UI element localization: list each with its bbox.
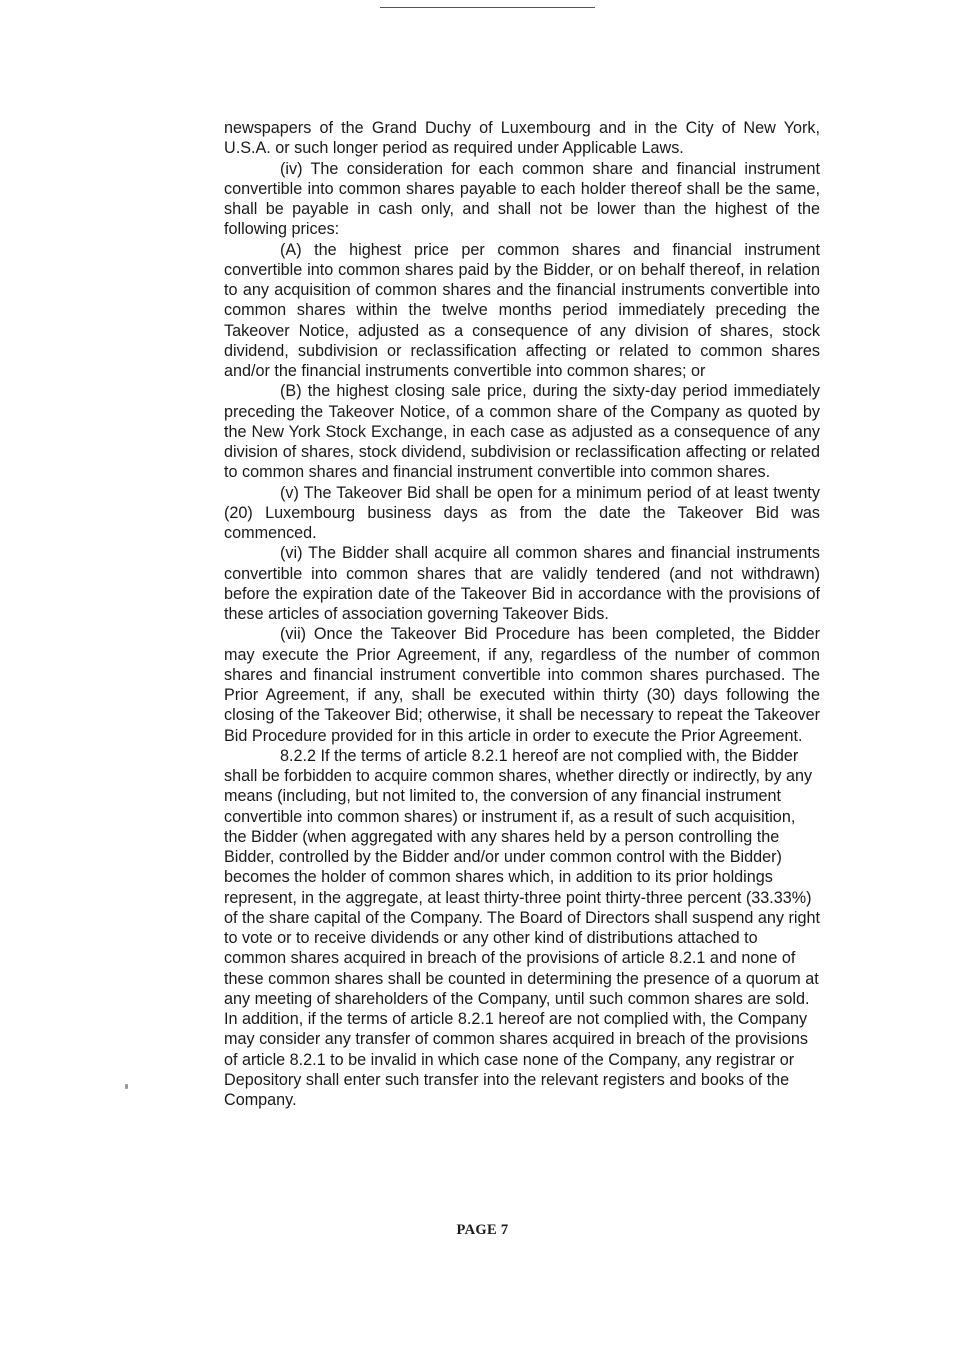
paragraph-iv: (iv) The consideration for each common share and financial instrument convertible into common shares payable to each holder thereof shall be the same, shall be payable in cash only, and shall not be lower than the highest of the following prices:: [224, 159, 820, 239]
scan-speck: [125, 1084, 128, 1089]
page-number: PAGE 7: [456, 1222, 509, 1238]
paragraph-v: (v) The Takeover Bid shall be open for a minimum period of at least twenty (20) Luxembourg business days as from the date the Takeover Bid was commenced.: [224, 483, 820, 542]
paragraph-8-2-2: 8.2.2 If the terms of article 8.2.1 hereof are not complied with, the Bidder shall be forbidden to acquire common shares, whether directly or indirectly, by any means (including, but not limited to, the conversion of any financial instrument convertible into common shares) or instrument if, as a result of such acquisition, the Bidder (when aggregated with any shares held by a person controlling the Bidder, controlled by the Bidder and/or under common control with the Bidder) becomes the holder of common shares which, in addition to its prior holdings represent, in the aggregate, at least thirty-three point thirty-three percent (33.33%) of the share capital of the Company. The Board of Directors shall suspend any right to vote or to receive dividends or any other kind of distributions attached to common shares acquired in breach of the provisions of article 8.2.1 and none of these common shares shall be counted in determining the presence of a quorum at any meeting of shareholders of the Company, until such common shares are sold. In addition, if the terms of article 8.2.1 hereof are not complied with, the Company may consider any transfer of common shares acquired in breach of the provisions of article 8.2.1 to be invalid in which case none of the Company, any registrar or Depository shall enter such transfer into the relevant registers and books of the Company.: [224, 746, 820, 1109]
paragraph-vii: (vii) Once the Takeover Bid Procedure has been completed, the Bidder may execute the Prior Agreement, if any, regardless of the number of common shares and financial instrument convertible into common shares purchased. The Prior Agreement, if any, shall be executed within thirty (30) days following the closing of the Takeover Bid; otherwise, it shall be necessary to repeat the Takeover Bid Procedure provided for in this article in order to execute the Prior Agreement.: [224, 625, 820, 745]
paragraph-a: (A) the highest price per common shares and financial instrument convertible into common shares paid by the Bidder, or on behalf thereof, in relation to any acquisition of common shares and the financial instruments convertible into common shares within the twelve months period immediately preceding the Takeover Notice, adjusted as a consequence of any division of shares, stock dividend, subdivision or reclassification affecting or related to common shares and/or the financial instruments convertible into common shares; or: [224, 240, 820, 380]
paragraph-continuation: newspapers of the Grand Duchy of Luxembourg and in the City of New York, U.S.A. or such longer period as required under Applicable Laws.: [224, 119, 820, 158]
paragraph-b: (B) the highest closing sale price, during the sixty-day period immediately preceding the Takeover Notice, of a common share of the Company as quoted by the New York Stock Exchange, in each case as adjusted as a consequence of any division of shares, stock dividend, subdivision or reclassification affecting or related to common shares and financial instrument convertible into common shares.: [224, 382, 820, 482]
document-body: [224, 118, 820, 1110]
top-rule: [380, 7, 595, 8]
paragraph-vi: (vi) The Bidder shall acquire all common shares and financial instruments convertible into common shares that are validly tendered (and not withdrawn) before the expiration date of the Takeover Bid in accordance with the provisions of these articles of association governing Takeover Bids.: [224, 544, 820, 623]
